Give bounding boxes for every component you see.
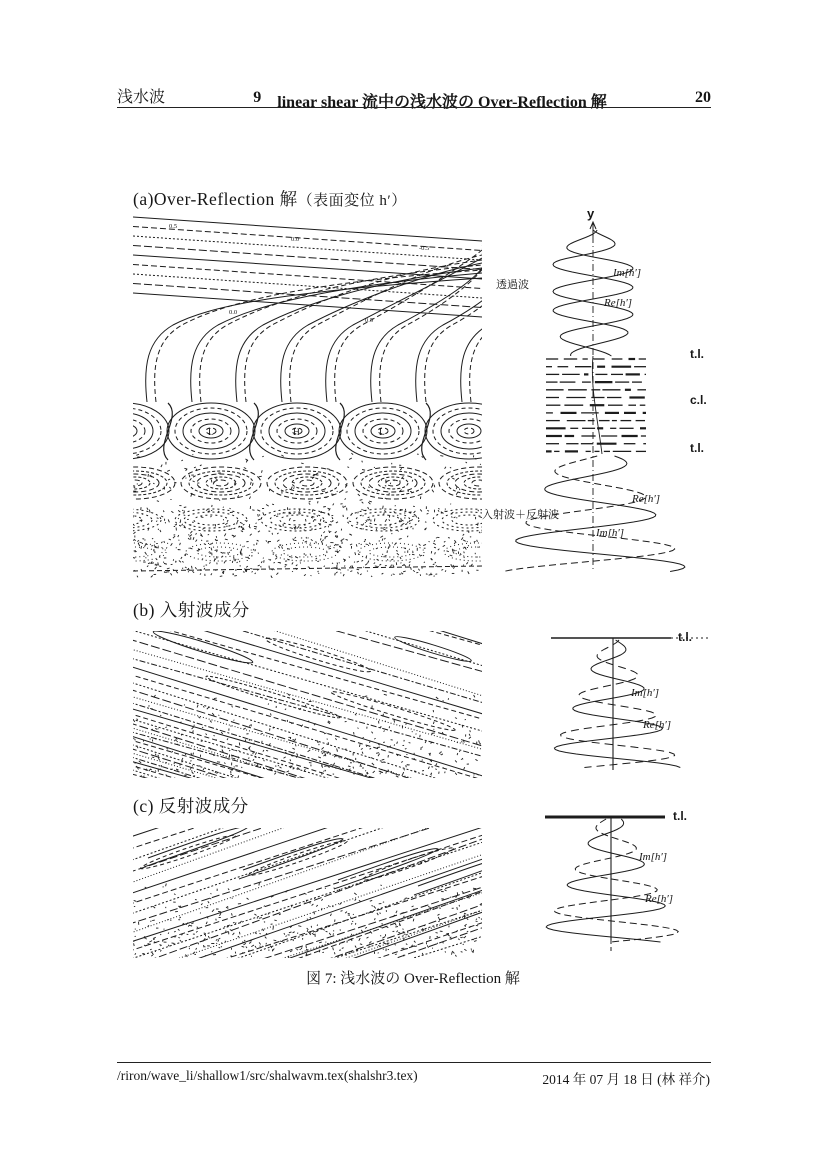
wave-profile-a	[480, 206, 720, 578]
footer-file-path: /riron/wave_li/shallow1/src/shalwavm.tex(shalshr3.tex)	[117, 1068, 418, 1083]
footer-rule	[117, 1062, 711, 1063]
header-rule	[117, 107, 711, 108]
section-title: linear shear 流中の浅水波の Over-Reflection 解	[277, 94, 607, 111]
contour-label: 0.0	[291, 236, 300, 243]
im-label: Im[h′]	[596, 527, 625, 539]
turning-level-label: t.l.	[690, 441, 704, 455]
contour-plot-b	[133, 631, 482, 778]
im-label: Im[h′]	[631, 687, 660, 699]
contour-plot-c	[133, 828, 482, 958]
re-label: Re[h′]	[643, 719, 672, 731]
contour-label: 0.5	[365, 317, 374, 324]
turning-level-label: t.l.	[690, 347, 704, 361]
footer-date-author: 2014 年 07 月 18 日 (林 祥介)	[542, 1072, 710, 1087]
im-label: Im[h′]	[639, 851, 668, 863]
panel-a-title: (a)Over-Reflection 解（表面変位 h′）	[133, 189, 407, 209]
transmitted-wave-label: 透過波	[496, 279, 529, 291]
page-number: 20	[694, 89, 711, 106]
section-heading	[253, 89, 606, 112]
critical-level-label: c.l.	[690, 393, 707, 407]
panel-c-title: (c) 反射波成分	[133, 796, 249, 816]
wave-profile-c	[523, 802, 720, 959]
re-label: Re[h′]	[632, 493, 661, 505]
cell-label-low: L	[208, 428, 214, 438]
turning-level-label: t.l.	[678, 630, 692, 644]
section-number: 9	[253, 89, 262, 106]
contour-label: 0.5	[169, 223, 178, 230]
re-label: Re[h′]	[645, 893, 674, 905]
panel-b-title: (b) 入射波成分	[133, 600, 250, 620]
wave-profile-b	[523, 622, 720, 779]
running-title: 浅水波	[117, 89, 166, 106]
contour-plot-a	[133, 214, 482, 578]
contour-label: 0.0	[229, 309, 238, 316]
cell-label-high: H	[293, 428, 300, 438]
im-label: Im[h′]	[613, 267, 642, 279]
turning-level-label: t.l.	[673, 809, 687, 823]
y-axis-label: y	[587, 206, 595, 221]
re-label: Re[h′]	[604, 297, 633, 309]
incident-reflected-label: 入射波＋反射波	[482, 509, 559, 521]
figure-caption: 図 7: 浅水波の Over-Reflection 解	[306, 971, 520, 987]
cell-label-low: L	[379, 428, 385, 438]
contour-label: -0.5	[419, 245, 430, 252]
